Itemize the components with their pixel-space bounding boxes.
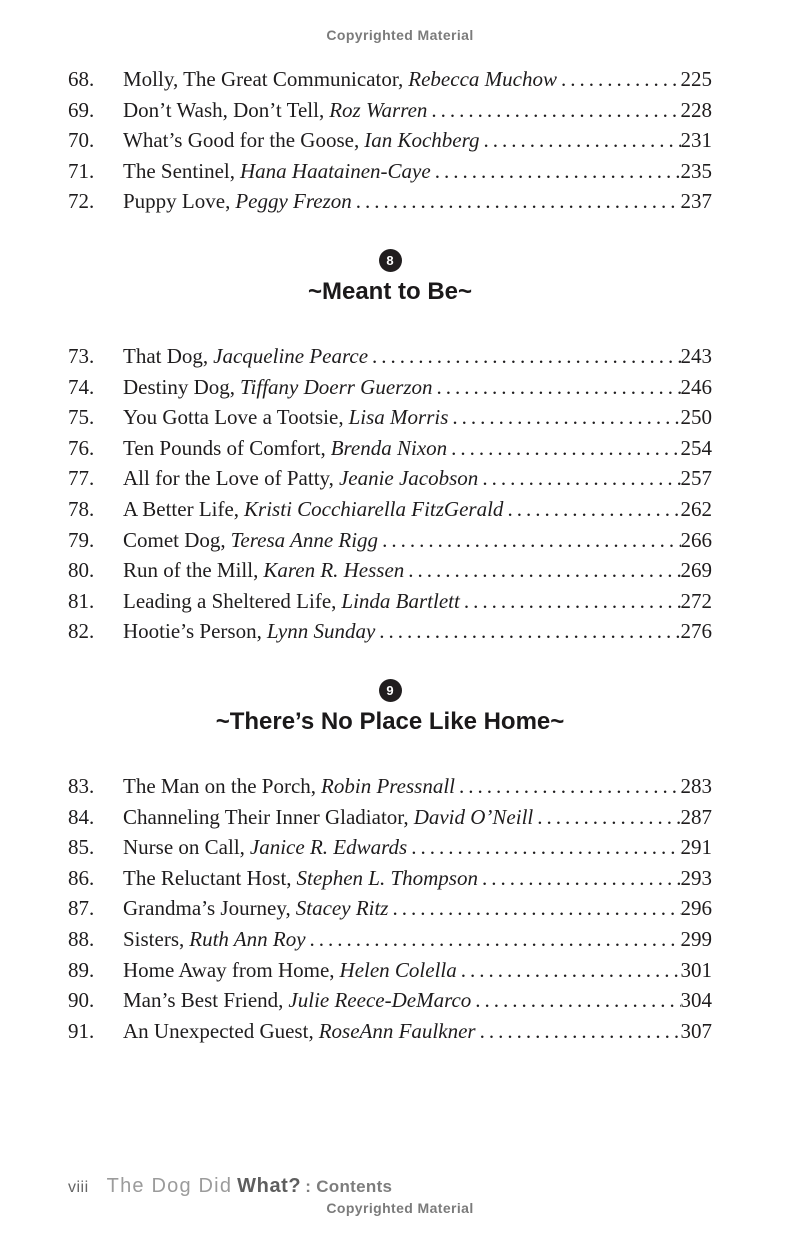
section-number: 8 — [379, 249, 402, 272]
entry-number: 91. — [68, 1018, 95, 1043]
toc-page-content — [68, 0, 712, 1243]
entry-title: Run of the Mill, — [123, 558, 259, 583]
entry-author: Stephen L. Thompson — [296, 865, 478, 890]
contents-label: : Contents — [305, 1177, 393, 1196]
copyright-notice-bottom: Copyrighted Material — [326, 1200, 474, 1216]
entry-author: Roz Warren — [329, 97, 428, 122]
entry-author: Peggy Frezon — [235, 189, 352, 214]
entry-number: 79. — [68, 527, 95, 552]
entry-author: Stacey Ritz — [295, 896, 389, 921]
entry-title: Sisters, — [123, 926, 185, 951]
entry-number: 69. — [68, 97, 95, 122]
entry-title: Destiny Dog, — [123, 374, 235, 399]
entry-page-number: 257 — [680, 466, 712, 491]
entry-page-number: 269 — [680, 558, 712, 583]
toc-group-continued — [68, 64, 712, 217]
entry-author: Ruth Ann Roy — [189, 926, 306, 951]
toc-entry — [68, 433, 712, 464]
section-heading: ~There’s No Place Like Home~ — [215, 708, 565, 735]
entry-page-number: 291 — [680, 835, 712, 860]
entry-number: 85. — [68, 835, 95, 860]
toc-entry — [68, 525, 712, 556]
entry-page-number: 254 — [680, 435, 712, 460]
dot-leader — [411, 832, 680, 863]
entry-page-number: 299 — [680, 926, 712, 951]
dot-leader — [437, 372, 681, 403]
entry-page-number: 231 — [680, 128, 712, 153]
running-footer — [68, 1175, 392, 1198]
entry-author: Helen Colella — [339, 957, 457, 982]
entry-title: The Reluctant Host, — [123, 865, 292, 890]
entry-title: Channeling Their Inner Gladiator, — [123, 804, 409, 829]
dot-leader — [408, 555, 680, 586]
dot-leader — [484, 125, 681, 156]
section-number: 9 — [379, 679, 402, 702]
entry-title: Puppy Love, — [123, 189, 231, 214]
dot-leader — [451, 433, 680, 464]
toc-entry — [68, 802, 712, 833]
entry-author: Ian Kochberg — [364, 128, 480, 153]
dot-leader — [392, 893, 680, 924]
entry-author: RoseAnn Faulkner — [318, 1018, 476, 1043]
entry-author: Jacqueline Pearce — [213, 344, 369, 368]
entry-page-number: 262 — [680, 496, 712, 521]
dot-leader — [372, 341, 680, 372]
entry-page-number: 250 — [680, 405, 712, 430]
toc-entry — [68, 186, 712, 217]
toc-entry — [68, 985, 712, 1016]
entry-author: Lisa Morris — [348, 405, 449, 430]
entry-author: Kristi Cocchiarella FitzGerald — [244, 496, 504, 521]
dot-leader — [310, 924, 681, 955]
entry-number: 88. — [68, 926, 95, 951]
copyright-notice-top: Copyrighted Material — [326, 27, 474, 43]
entry-page-number: 287 — [680, 804, 712, 829]
entry-author: David O’Neill — [413, 804, 534, 829]
toc-entry — [68, 771, 712, 802]
entry-page-number: 235 — [680, 158, 712, 183]
entry-page-number: 293 — [680, 865, 712, 890]
dot-leader — [461, 955, 681, 986]
entry-number: 74. — [68, 374, 95, 399]
toc-entry — [68, 156, 712, 187]
entry-page-number: 225 — [680, 67, 712, 91]
entry-author: Janice R. Edwards — [249, 835, 408, 860]
entry-number: 70. — [68, 128, 95, 153]
dot-leader — [475, 985, 680, 1016]
dot-leader — [459, 771, 680, 802]
dot-leader — [482, 463, 680, 494]
entry-title: Grandma’s Journey, — [123, 896, 291, 921]
entry-page-number: 237 — [680, 189, 712, 214]
entry-page-number: 283 — [680, 774, 712, 798]
entry-title: Molly, The Great Communicator, — [123, 67, 404, 91]
entry-author: Linda Bartlett — [341, 588, 460, 613]
entry-number: 89. — [68, 957, 95, 982]
entry-title: The Man on the Porch, — [123, 774, 317, 798]
section-8-badge — [68, 249, 712, 272]
toc-group-meant-to-be — [68, 341, 712, 647]
section-9-badge — [68, 679, 712, 702]
toc-entry — [68, 555, 712, 586]
toc-entry — [68, 924, 712, 955]
entry-page-number: 243 — [680, 344, 712, 368]
book-title-emphasis: What? — [237, 1175, 302, 1197]
entry-number: 68. — [68, 67, 95, 91]
entry-author: Brenda Nixon — [330, 435, 448, 460]
page-folio: viii — [68, 1179, 89, 1196]
entry-page-number: 296 — [680, 896, 712, 921]
toc-entry — [68, 341, 712, 372]
entry-number: 81. — [68, 588, 95, 613]
entry-title: An Unexpected Guest, — [123, 1018, 314, 1043]
book-title: The Dog Did — [106, 1175, 233, 1197]
entry-page-number: 304 — [680, 988, 712, 1013]
entry-number: 82. — [68, 619, 95, 644]
entry-title: Don’t Wash, Don’t Tell, — [123, 97, 325, 122]
entry-number: 76. — [68, 435, 95, 460]
toc-entry — [68, 955, 712, 986]
entry-page-number: 272 — [680, 588, 712, 613]
entry-title: Leading a Sheltered Life, — [123, 588, 337, 613]
toc-entry — [68, 616, 712, 647]
toc-entry — [68, 125, 712, 156]
entry-title: That Dog, — [123, 344, 209, 368]
dot-leader — [507, 494, 680, 525]
dot-leader — [431, 95, 680, 126]
entry-title: Hootie’s Person, — [123, 619, 262, 644]
entry-author: Hana Haatainen-Caye — [239, 158, 431, 183]
entry-author: Julie Reece-DeMarco — [288, 988, 472, 1013]
entry-number: 77. — [68, 466, 95, 491]
entry-author: Teresa Anne Rigg — [230, 527, 379, 552]
entry-title: Home Away from Home, — [123, 957, 335, 982]
toc-group-no-place-like-home — [68, 771, 712, 1046]
entry-number: 90. — [68, 988, 95, 1013]
entry-author: Karen R. Hessen — [263, 558, 405, 583]
dot-leader — [435, 156, 681, 187]
toc-entry — [68, 372, 712, 403]
entry-author: Robin Pressnall — [321, 774, 456, 798]
entry-author: Lynn Sunday — [266, 619, 376, 644]
entry-title: Comet Dog, — [123, 527, 226, 552]
entry-author: Jeanie Jacobson — [338, 466, 479, 491]
dot-leader — [452, 402, 680, 433]
entry-page-number: 246 — [680, 374, 712, 399]
entry-number: 72. — [68, 189, 95, 214]
dot-leader — [482, 863, 681, 894]
toc-entry — [68, 463, 712, 494]
entry-author: Tiffany Doerr Guerzon — [240, 374, 433, 399]
entry-page-number: 301 — [680, 957, 712, 982]
entry-title: What’s Good for the Goose, — [123, 128, 360, 153]
toc-entry — [68, 1016, 712, 1047]
entry-page-number: 266 — [680, 527, 712, 552]
entry-page-number: 228 — [680, 97, 712, 122]
toc-entry — [68, 586, 712, 617]
entry-number: 84. — [68, 804, 95, 829]
entry-title: All for the Love of Patty, — [123, 466, 334, 491]
toc-entry — [68, 893, 712, 924]
entry-number: 75. — [68, 405, 95, 430]
entry-title: You Gotta Love a Tootsie, — [123, 405, 344, 430]
entry-number: 73. — [68, 344, 95, 368]
entry-number: 71. — [68, 158, 95, 183]
entry-page-number: 307 — [680, 1018, 712, 1043]
entry-title: Man’s Best Friend, — [123, 988, 284, 1013]
entry-page-number: 276 — [680, 619, 712, 644]
entry-number: 80. — [68, 558, 95, 583]
toc-entry — [68, 832, 712, 863]
entry-number: 83. — [68, 774, 95, 798]
entry-number: 78. — [68, 496, 95, 521]
dot-leader — [356, 186, 681, 217]
entry-title: The Sentinel, — [123, 158, 235, 183]
toc-entry — [68, 863, 712, 894]
dot-leader — [464, 586, 681, 617]
toc-entry — [68, 95, 712, 126]
entry-title: A Better Life, — [123, 496, 240, 521]
dot-leader — [379, 616, 680, 647]
entry-title: Ten Pounds of Comfort, — [123, 435, 326, 460]
toc-entry — [68, 494, 712, 525]
dot-leader — [382, 525, 680, 556]
entry-number: 87. — [68, 896, 95, 921]
entry-author: Rebecca Muchow — [408, 67, 557, 91]
dot-leader — [537, 802, 680, 833]
entry-title: Nurse on Call, — [123, 835, 245, 860]
dot-leader — [561, 64, 681, 95]
entry-number: 86. — [68, 865, 95, 890]
section-heading: ~Meant to Be~ — [307, 278, 473, 305]
toc-entry — [68, 64, 712, 95]
toc-entry — [68, 402, 712, 433]
dot-leader — [480, 1016, 681, 1047]
